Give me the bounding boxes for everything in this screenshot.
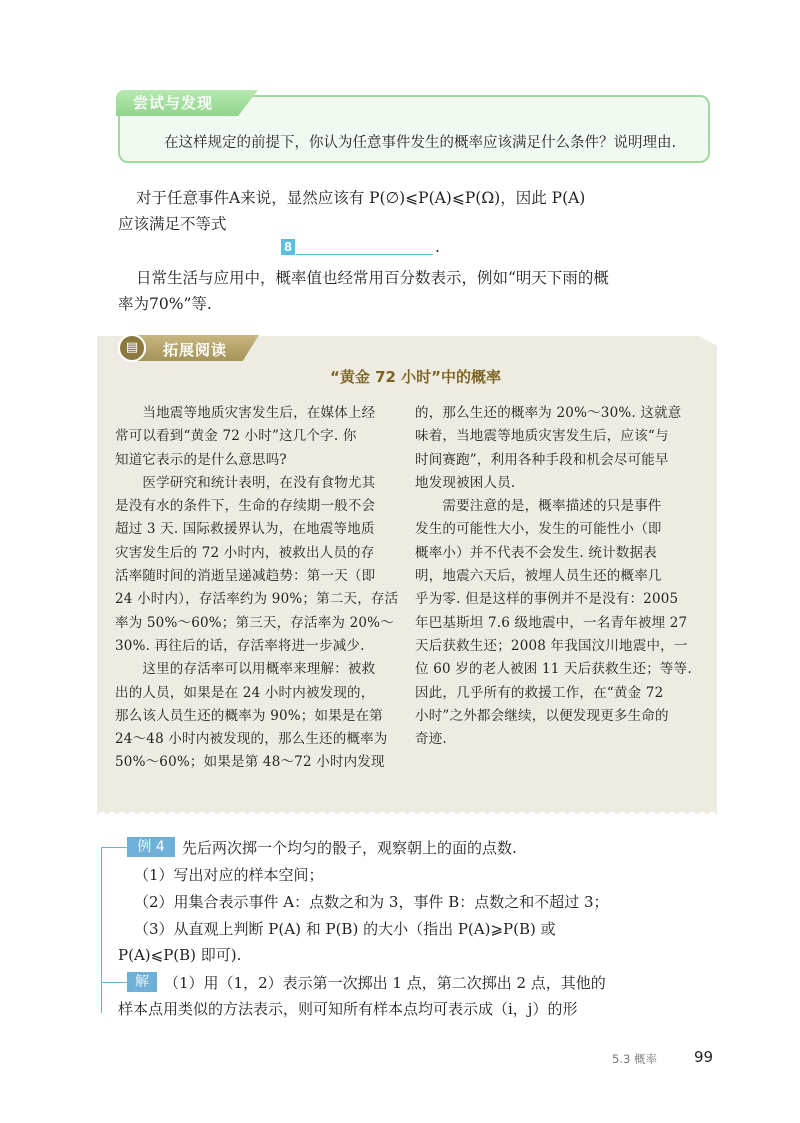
extended-reading-right-column: [415, 402, 699, 751]
example-line-3: （2）用集合表示事件 A：点数之和为 3，事件 B：点数之和不超过 3；: [134, 893, 609, 911]
solution-line-2: 样本点用类似的方法表示，则可知所有样本点均可表示成（i，j）的形: [118, 1000, 578, 1018]
text-line: 常可以看到“黄金 72 小时”这几个字. 你: [115, 428, 357, 445]
example-line-2: （1）写出对应的样本空间；: [134, 866, 324, 884]
text-line: 这里的存活率可以用概率来理解：被救: [115, 661, 376, 678]
text-line: 出的人员，如果是在 24 小时内被发现的，: [115, 684, 375, 701]
text-line: 24～48 小时内被发现的，那么生还的概率为: [115, 731, 388, 748]
paragraph-2-line-2: 率为70%”等.: [118, 295, 212, 313]
extended-reading-label: 拓展阅读: [163, 341, 228, 359]
text-line: 年巴基斯坦 7.6 级地震中，一名青年被埋 27: [415, 614, 688, 631]
book-icon: ▤: [118, 334, 146, 362]
text-line: 明，地震六天后，被埋人员生还的概率几: [415, 568, 662, 585]
example-tag-connector: [101, 847, 127, 848]
example-line-4: （3）从直观上判断 P(A) 和 P(B) 的大小（指出 P(A)⩾P(B) 或: [134, 920, 556, 938]
solution-tag-connector: [101, 982, 127, 983]
fill-blank-period: .: [435, 238, 440, 256]
try-and-discover-label: 尝试与发现: [133, 94, 214, 112]
example-line-5: P(A)⩽P(B) 即可).: [118, 946, 242, 964]
text-line: 发生的可能性大小，发生的可能性小（即: [415, 521, 662, 538]
solution-tag: 解: [127, 972, 157, 992]
text-line: 味着，当地震等地质灾害发生后，应该“与: [415, 428, 669, 445]
text-line: 率为 50%～60%；第三天，存活率为 20%～: [115, 614, 394, 631]
extended-reading-zigzag-edge: [97, 806, 717, 814]
solution-line-1: （1）用（1，2）表示第一次掷出 1 点，第二次掷出 2 点，其他的: [164, 974, 606, 992]
text-line: 需要注意的是，概率描述的只是事件: [415, 498, 662, 515]
text-line: 是没有水的条件下，生命的存续期一般不会: [115, 498, 376, 515]
text-line: 乎为零. 但是这样的事例并不是没有：2005: [415, 591, 679, 608]
text-line: 那么该人员生还的概率为 90%；如果是在第: [115, 707, 383, 724]
page-number: 99: [694, 1048, 714, 1066]
example-tag: 例 4: [127, 837, 175, 857]
text-line: 医学研究和统计表明，在没有食物尤其: [115, 474, 376, 491]
text-line: 灾害发生后的 72 小时内，被救出人员的存: [115, 544, 375, 561]
paragraph-2-line-1: 日常生活与应用中，概率值也经常用百分数表示，例如“明天下雨的概: [136, 269, 609, 287]
text-line: 因此，几乎所有的救援工作，在“黄金 72: [415, 684, 664, 701]
example-line-1: 先后两次掷一个均匀的骰子，观察朝上的面的点数.: [182, 839, 517, 857]
text-line: 位 60 岁的老人被困 11 天后获救生还；等等.: [415, 661, 692, 678]
text-line: 30%. 再往后的话，存活率将进一步减少.: [115, 637, 365, 654]
text-line: 知道它表示的是什么意思吗?: [115, 451, 287, 468]
text-line: 天后获救生还；2008 年我国汶川地震中，一: [415, 637, 688, 654]
paragraph-1-line-2: 应该满足不等式: [118, 215, 227, 233]
text-line: 小时”之外都会继续，以便发现更多生命的: [415, 707, 669, 724]
extended-reading-left-column: [115, 402, 399, 775]
text-line: 的，那么生还的概率为 20%～30%. 这就意: [415, 405, 682, 421]
text-line: 时间赛跑”，利用各种手段和机会尽可能早: [415, 451, 669, 468]
fill-blank-number: 8: [281, 239, 295, 255]
text-line: 奇迹.: [415, 731, 447, 748]
extended-reading-title: “黄金 72 小时”中的概率: [330, 368, 502, 386]
text-line: 地发现被困人员.: [415, 474, 516, 491]
text-line: 活率随时间的消逝呈递减趋势：第一天（即: [115, 568, 376, 585]
text-line: 超过 3 天. 国际救援界认为，在地震等地质: [115, 521, 375, 538]
footer-section: 5.3 概率: [612, 1052, 657, 1066]
fill-blank-line: [296, 254, 433, 255]
example-bracket-line: [101, 847, 102, 1013]
try-and-discover-question: 在这样规定的前提下，你认为任意事件发生的概率应该满足什么条件？说明理由.: [164, 135, 677, 151]
text-line: 概率小）并不代表不会发生. 统计数据表: [415, 544, 657, 561]
text-line: 50%～60%；如果是第 48～72 小时内发现: [115, 754, 385, 771]
text-line: 24 小时内），存活率约为 90%；第二天，存活: [115, 591, 399, 608]
text-line: 当地震等地质灾害发生后，在媒体上经: [115, 405, 376, 421]
paragraph-1-line-1: 对于任意事件A来说，显然应该有 P(∅)⩽P(A)⩽P(Ω)，因此 P(A): [136, 189, 586, 207]
